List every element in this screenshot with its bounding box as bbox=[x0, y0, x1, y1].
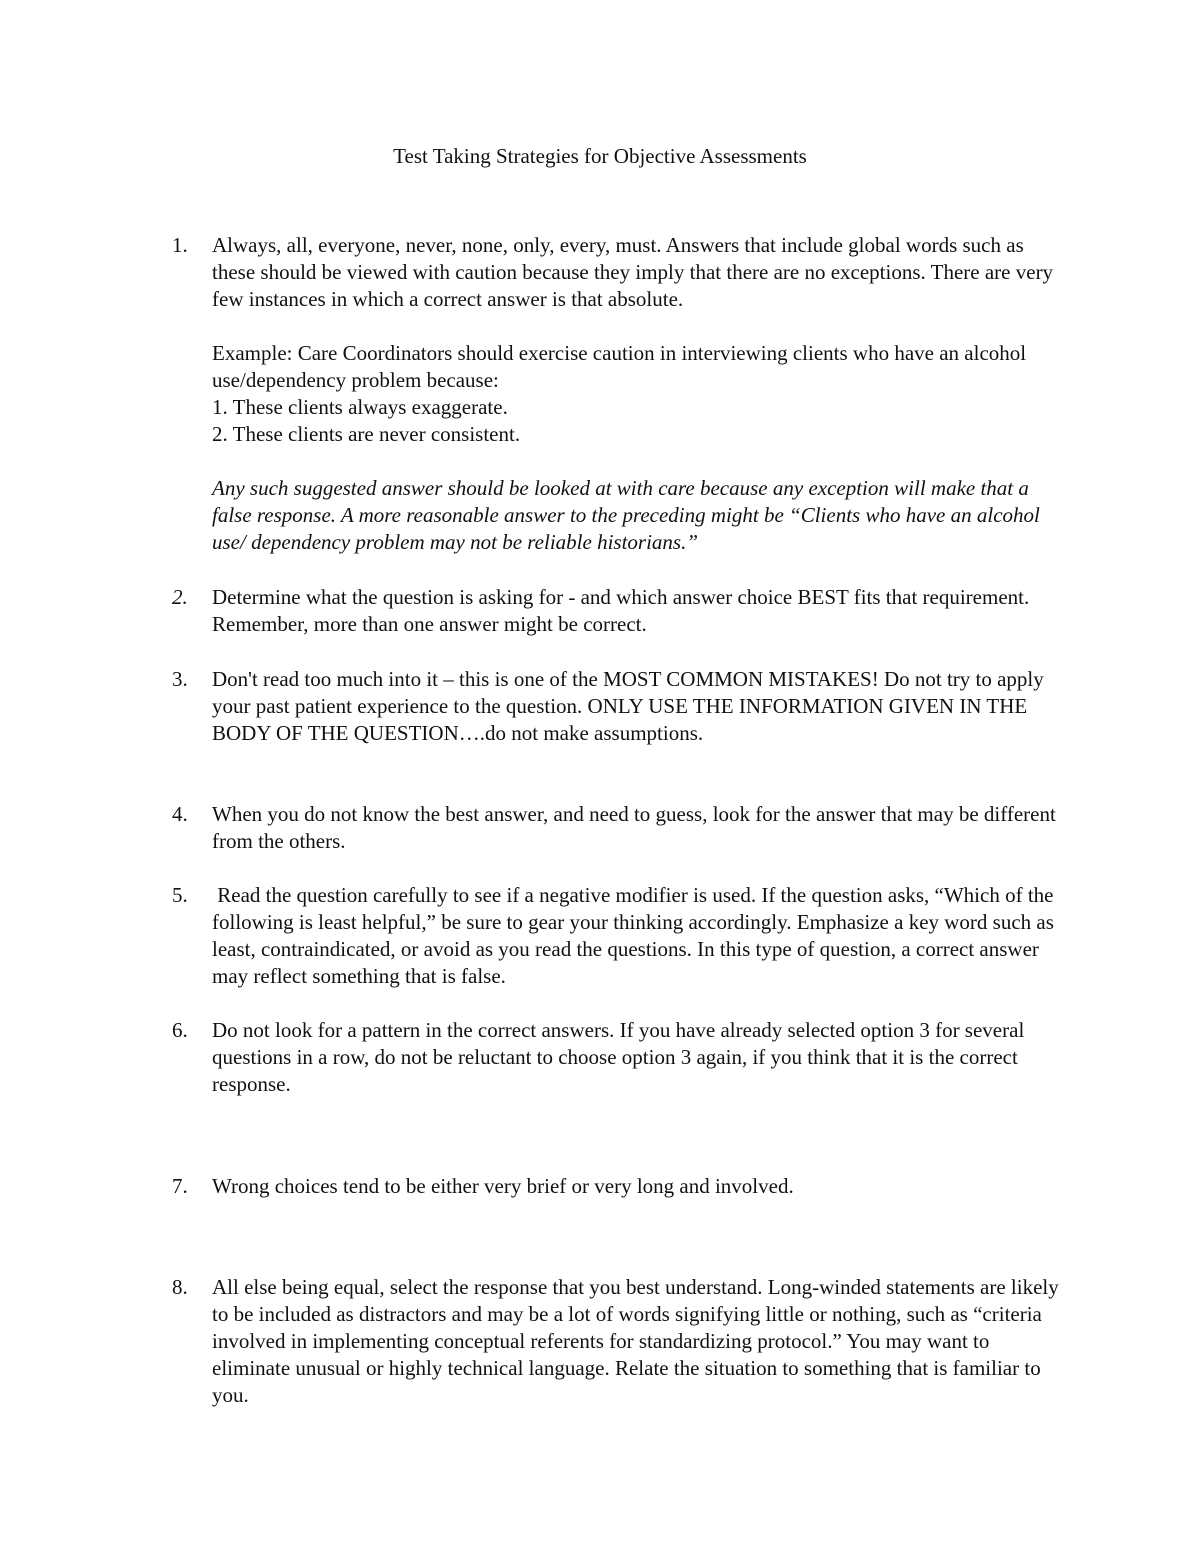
item-body bbox=[212, 801, 1072, 855]
document-title: Test Taking Strategies for Objective Assessments bbox=[393, 144, 807, 168]
item-number: 4. bbox=[172, 802, 188, 826]
list-item-2 bbox=[172, 584, 1072, 638]
list-item-7 bbox=[172, 1173, 1072, 1200]
example-option-2: 2. These clients are never consistent. bbox=[212, 422, 521, 446]
item-body bbox=[212, 1173, 1072, 1200]
item-body bbox=[212, 232, 1072, 556]
item-text: All else being equal, select the response that you best understand. Long-winded statements are likely to be included as distractors and may be a lot of words signifying little or nothing, such as “criteria involved in implementing conceptual referents for standardizing protocol.” You may want to eliminate unusual or highly technical language. Relate the situation to something that is familiar to you. bbox=[212, 1275, 1059, 1407]
item-number: 3. bbox=[172, 667, 188, 691]
item-body bbox=[212, 882, 1072, 990]
list-item-8 bbox=[172, 1274, 1072, 1409]
list-item-6 bbox=[172, 1017, 1072, 1098]
item-text: Always, all, everyone, never, none, only, every, must. Answers that include global words such as these should be viewed with caution because they imply that there are no exceptions. There are very few instances in which a correct answer is that absolute. bbox=[212, 233, 1054, 311]
item-number: 7. bbox=[172, 1174, 188, 1198]
item-number: 5. bbox=[172, 883, 188, 907]
list-item-5 bbox=[172, 882, 1072, 990]
item-number: 1. bbox=[172, 233, 188, 257]
item-body bbox=[212, 1274, 1072, 1409]
item-body bbox=[212, 1017, 1072, 1098]
item-number: 6. bbox=[172, 1018, 188, 1042]
item-text: Don't read too much into it – this is one of the MOST COMMON MISTAKES! Do not try to apply your past patient experience to the question. ONLY USE THE INFORMATION GIVEN IN THE BODY OF THE QUESTION….do not make assumptions. bbox=[212, 667, 1044, 745]
item-text: Read the question carefully to see if a negative modifier is used. If the question asks, “Which of the following is least helpful,” be sure to gear your thinking accordingly. Emphasize a key word such as least, contraindicated, or avoid as you read the questions. In this type of question, a correct answer may reflect something that is false. bbox=[212, 883, 1060, 988]
item-text: Determine what the question is asking for - and which answer choice BEST fits that requirement. Remember, more than one answer might be correct. bbox=[212, 585, 1030, 636]
item-text: When you do not know the best answer, and need to guess, look for the answer that may be different from the others. bbox=[212, 802, 1056, 853]
example-note: Any such suggested answer should be looked at with care because any exception will make that a false response. A more reasonable answer to the preceding might be “Clients who have an alcohol use/ dependency problem may not be reliable historians.” bbox=[212, 476, 1040, 554]
item-text: Do not look for a pattern in the correct answers. If you have already selected option 3 for several questions in a row, do not be reluctant to choose option 3 again, if you think that it is the correct response. bbox=[212, 1018, 1025, 1096]
list-item-4 bbox=[172, 801, 1072, 855]
item-body bbox=[212, 584, 1072, 638]
item-number: 2. bbox=[172, 585, 188, 609]
list-item-3 bbox=[172, 666, 1072, 747]
list-item-1 bbox=[172, 232, 1072, 556]
example-option-1: 1. These clients always exaggerate. bbox=[212, 395, 508, 419]
item-text: Wrong choices tend to be either very brief or very long and involved. bbox=[212, 1174, 794, 1198]
example-intro: Example: Care Coordinators should exercise caution in interviewing clients who have an alcohol use/dependency problem because: bbox=[212, 341, 1027, 392]
item-number: 8. bbox=[172, 1275, 188, 1299]
item-body bbox=[212, 666, 1072, 747]
